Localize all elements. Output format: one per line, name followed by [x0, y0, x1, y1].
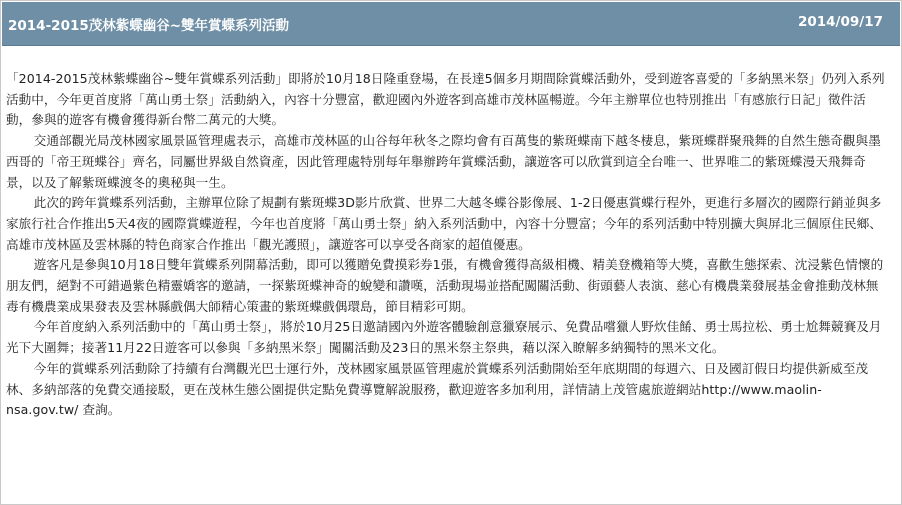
article-paragraph-4: 遊客凡是參與10月18日雙年賞蝶系列開幕活動，即可以獲贈免費摸彩券1張，有機會獲得高級相機、精美登機箱等大獎，喜歡生態探索、沈浸紫色情懷的朋友們，絕對不可錯過紫色精靈嬌客的邀請，一探紫斑蝶神奇的蛻變和讚嘆，活動現場並搭配闖關活動、街頭藝人表演、慈心有機農業發展基金會推動茂林無毒有機農業成果發表及雲林縣戲偶大師精心策畫的紫斑蝶戲偶環島，節目精彩可期。 — [6, 257, 884, 314]
article-body — [6, 69, 890, 421]
article-date: 2014/09/17 — [797, 14, 883, 30]
article-content — [2, 46, 900, 503]
article-paragraph-1: 「2014-2015茂林紫蝶幽谷~雙年賞蝶系列活動」即將於10月18日隆重登場，在長達5個多月期間除賞蝶活動外，受到遊客喜愛的「多納黑米祭」仍列入系列活動中，今年更首度將「萬山勇士祭」活動納入，內容十分豐富，歡迎國內外遊客到高雄市茂林區暢遊。今年主辦單位也特別推出「有感旅行日記」徵件活動，參與的遊客有機會獲得新台幣二萬元的大獎。 — [6, 71, 885, 128]
article-paragraph-2: 交通部觀光局茂林國家風景區管理處表示，高雄市茂林區的山谷每年秋冬之際均會有百萬隻的紫斑蝶南下越冬棲息，紫斑蝶群聚飛舞的自然生態奇觀與墨西哥的「帝王斑蝶谷」齊名，同屬世界級自然資產，因此管理處特別每年舉辦跨年賞蝶活動，讓遊客可以欣賞到這全台唯一、世界唯二的紫斑蝶漫天飛舞奇景，以及了解紫斑蝶渡冬的奧秘與一生。 — [6, 133, 881, 190]
article-paragraph-3: 此次的跨年賞蝶系列活動，主辦單位除了規劃有紫斑蝶3D影片欣賞、世界二大越冬蝶谷影像展、1-2日優惠賞蝶行程外，更進行多層次的國際行銷並與多家旅行社合作推出5天4夜的國際賞蝶遊程，今年也首度將「萬山勇士祭」納入系列活動中，內容十分豐富；今年的系列活動中特別擴大與屏北三個原住民鄉、高雄市茂林區及雲林縣的特色商家合作推出「觀光護照」，讓遊客可以享受各商家的超值優惠。 — [6, 195, 882, 252]
article-header-bar — [2, 2, 900, 46]
article-paragraph-5: 今年首度納入系列活動中的「萬山勇士祭」，將於10月25日邀請國內外遊客體驗創意獵寮展示、免費品嚐獵人野炊佳餚、勇士馬拉松、勇士尬舞競賽及月光下大圍舞；接著11月22日遊客可以參與「多納黑米祭」闖關活動及23日的黑米祭主祭典，藉以深入瞭解多納獨特的黑米文化。 — [6, 319, 882, 356]
article-paragraph-6: 今年的賞蝶系列活動除了持續有台灣觀光巴士運行外，茂林國家風景區管理處於賞蝶系列活動開始至年底期間的每週六、日及國訂假日均提供新威至茂林、多納部落的免費交通接駁，更在茂林生態公園提供定點免費導覽解說服務，歡迎遊客多加利用，詳情請上茂管處旅遊網站http://www.maolin-nsa.gov.tw/ 查詢。 — [6, 360, 869, 418]
article-title: 2014-2015茂林紫蝶幽谷~雙年賞蝶系列活動 — [8, 18, 290, 34]
